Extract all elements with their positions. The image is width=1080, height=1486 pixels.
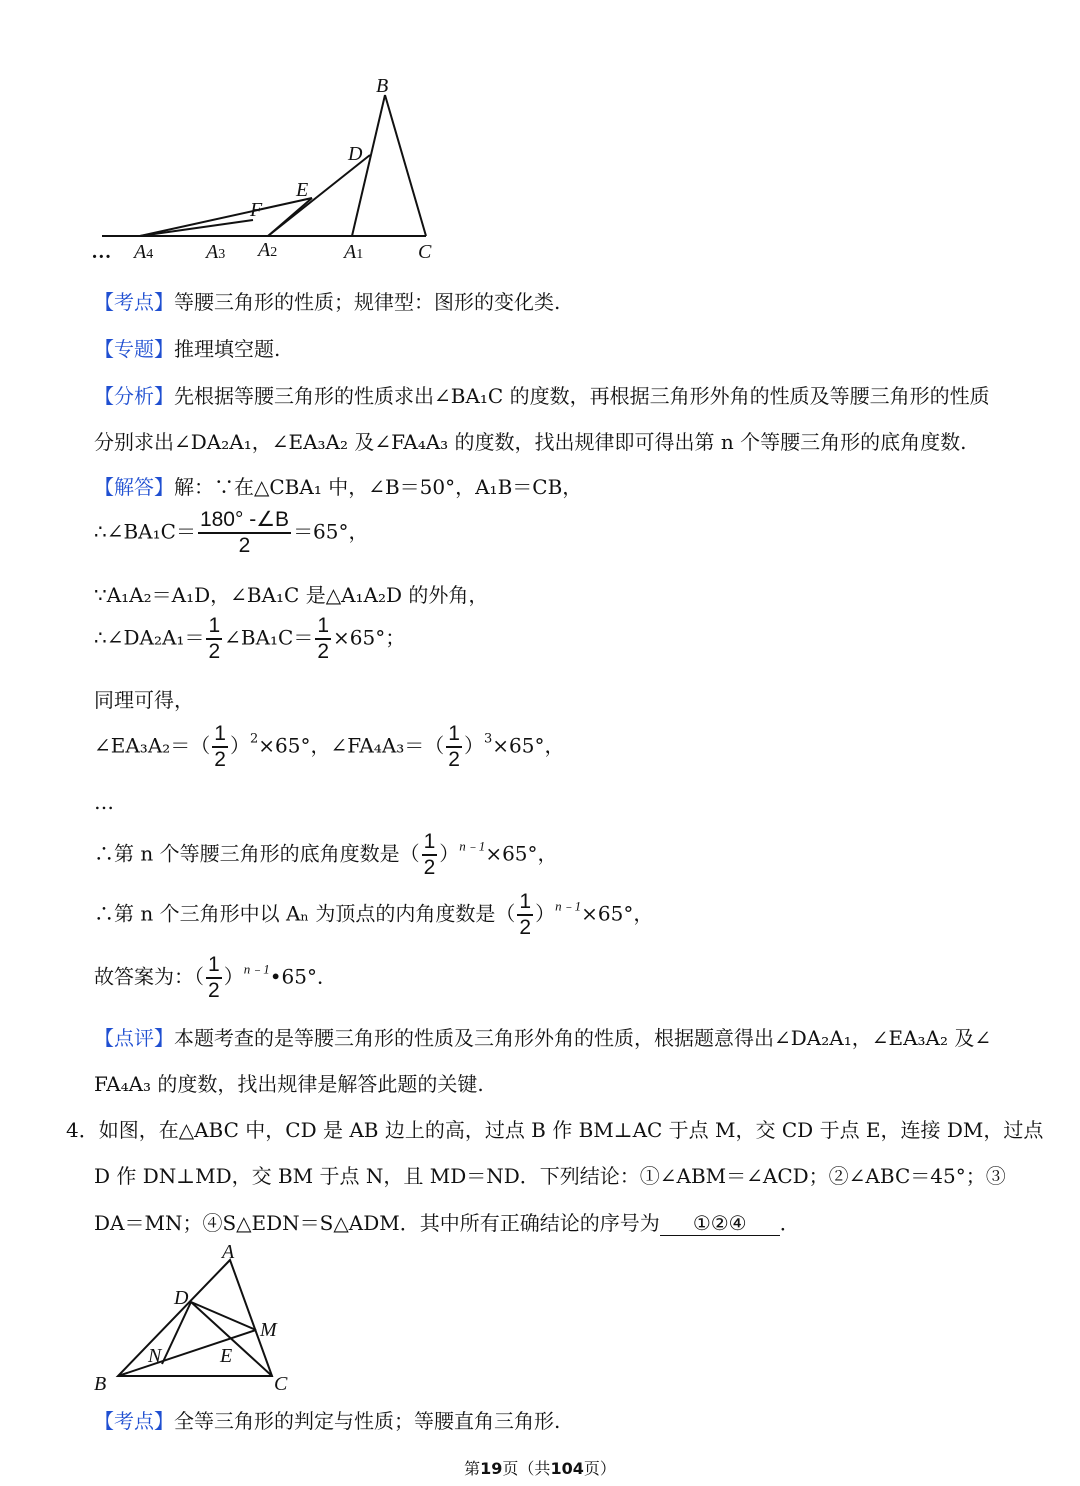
label-F: F <box>250 199 263 221</box>
frac-half: $\frac{1}{2}$ <box>317 614 330 663</box>
frac-half: $\frac{1}{2}$ <box>519 890 532 939</box>
page-footer: 第19页（共104页） <box>464 1459 616 1478</box>
fig2-label-C: C <box>274 1373 288 1395</box>
q4-kaodian-line <box>94 1405 560 1434</box>
label-A1: A1 <box>344 241 364 263</box>
frac-half: $\frac{1}{2}$ <box>208 953 220 1002</box>
frac-half: $\frac{1}{2}$ <box>448 722 460 771</box>
fig2-label-N: N <box>148 1345 162 1367</box>
label-B: B <box>376 75 389 97</box>
dianping-line-1 <box>94 1022 991 1051</box>
dianping-text-1: 本题考查的是等腰三角形的性质及三角形外角的性质，根据题意得出∠DA₂A₁，∠EA₃A₂ 及∠ <box>174 1026 992 1050</box>
q4-line-1: 4．如图，在△ABC 中，CD 是 AB 边上的高，过点 B 作 BM⊥AC 于点 M，交 CD 于点 E，连接 DM，过点 <box>66 1118 1044 1142</box>
label-dots: … <box>92 241 112 263</box>
jieda-text: 解：∵在△CBA₁ 中，∠B＝50°，A₁B＝CB， <box>174 475 583 499</box>
label-C: C <box>418 241 432 263</box>
zhuanti-text: 推理填空题. <box>174 337 281 361</box>
fig2-label-D: D <box>174 1287 189 1309</box>
label-A4: A4 <box>134 241 154 263</box>
q4-line-2: D 作 DN⊥MD，交 BM 于点 N，且 MD＝ND．下列结论：①∠ABM＝∠ACD；②∠ABC＝45°；③ <box>94 1164 1006 1188</box>
page-number: 19 <box>480 1459 503 1478</box>
fig2-label-M: M <box>260 1319 277 1341</box>
fig2-label-B: B <box>94 1373 107 1395</box>
dianping-tag: 【点评】 <box>94 1026 174 1050</box>
dianping-line-2: FA₄A₃ 的度数，找出规律是解答此题的关键. <box>94 1072 484 1096</box>
step3: ∴∠DA₂A₁＝ $\frac{1}{2}$ ∠BA₁C＝ $\frac{1}{2}$ ×65°； <box>94 614 406 663</box>
frac-180-minus-B: $\frac{180^\circ -\angle B}{2}$ <box>199 508 290 557</box>
jieda-line <box>94 471 582 500</box>
jieda-tag: 【解答】 <box>94 475 174 499</box>
frac-half: $\frac{1}{2}$ <box>423 830 436 879</box>
label-A2: A2 <box>258 239 278 261</box>
label-D: D <box>348 143 363 165</box>
q4-kaodian-text: 全等三角形的判定与性质；等腰直角三角形. <box>174 1409 561 1433</box>
step6: ∴第 n 个三角形中以 Aₙ 为顶点的内角度数是（ $\frac{1}{2}$ ）$^{n﹣1}$×65°， <box>94 890 654 939</box>
label-E: E <box>296 179 309 201</box>
kaodian-tag: 【考点】 <box>94 290 174 314</box>
fenxi-line-1 <box>94 380 990 409</box>
tongli-line: 同理可得， <box>94 688 194 712</box>
step2: ∵A₁A₂＝A₁D，∠BA₁C 是△A₁A₂D 的外角， <box>94 583 489 607</box>
fenxi-tag: 【分析】 <box>94 384 174 408</box>
kaodian-text: 等腰三角形的性质；规律型：图形的变化类. <box>174 290 561 314</box>
step5: ∴第 n 个等腰三角形的底角度数是（ $\frac{1}{2}$ ）$^{n﹣1}$×65°， <box>94 830 558 879</box>
step4: ∠EA₃A₂＝（ $\frac{1}{2}$ ）$^2$×65°，∠FA₄A₃＝（ $\frac{1}{2}$ ）$^3$×65°， <box>94 722 565 771</box>
kaodian-line <box>94 286 560 315</box>
step1: ∴∠BA₁C＝ $\frac{180^\circ -\angle B}{2}$ ＝65°， <box>94 508 369 557</box>
fenxi-line-2: 分别求出∠DA₂A₁，∠EA₃A₂ 及∠FA₄A₃ 的度数，找出规律即可得出第 n 个等腰三角形的底角度数. <box>94 430 967 454</box>
fenxi-text-1: 先根据等腰三角形的性质求出∠BA₁C 的度数，再根据三角形外角的性质及等腰三角形的性质 <box>174 384 990 408</box>
step7: 故答案为：（ $\frac{1}{2}$ ）$^{n﹣1}$•65°． <box>94 953 337 1002</box>
fig2-label-E: E <box>220 1345 233 1367</box>
figure-isosceles-chain <box>90 70 450 270</box>
frac-half: $\frac{1}{2}$ <box>214 722 226 771</box>
answer-blank: ①②④ <box>660 1211 780 1236</box>
label-A3: A3 <box>206 241 226 263</box>
q4-line-3: DA＝MN；④S△EDN＝S△ADM．其中所有正确结论的序号为 ①②④ ． <box>94 1211 800 1235</box>
zhuanti-line <box>94 333 280 362</box>
zhuanti-tag: 【专题】 <box>94 337 174 361</box>
q4-kaodian-tag: 【考点】 <box>94 1409 174 1433</box>
ellipsis-line: … <box>94 790 114 814</box>
fig2-label-A: A <box>222 1241 235 1263</box>
frac-half: $\frac{1}{2}$ <box>208 614 221 663</box>
page-total: 104 <box>550 1459 584 1478</box>
figure-triangle-abc <box>88 1238 318 1398</box>
